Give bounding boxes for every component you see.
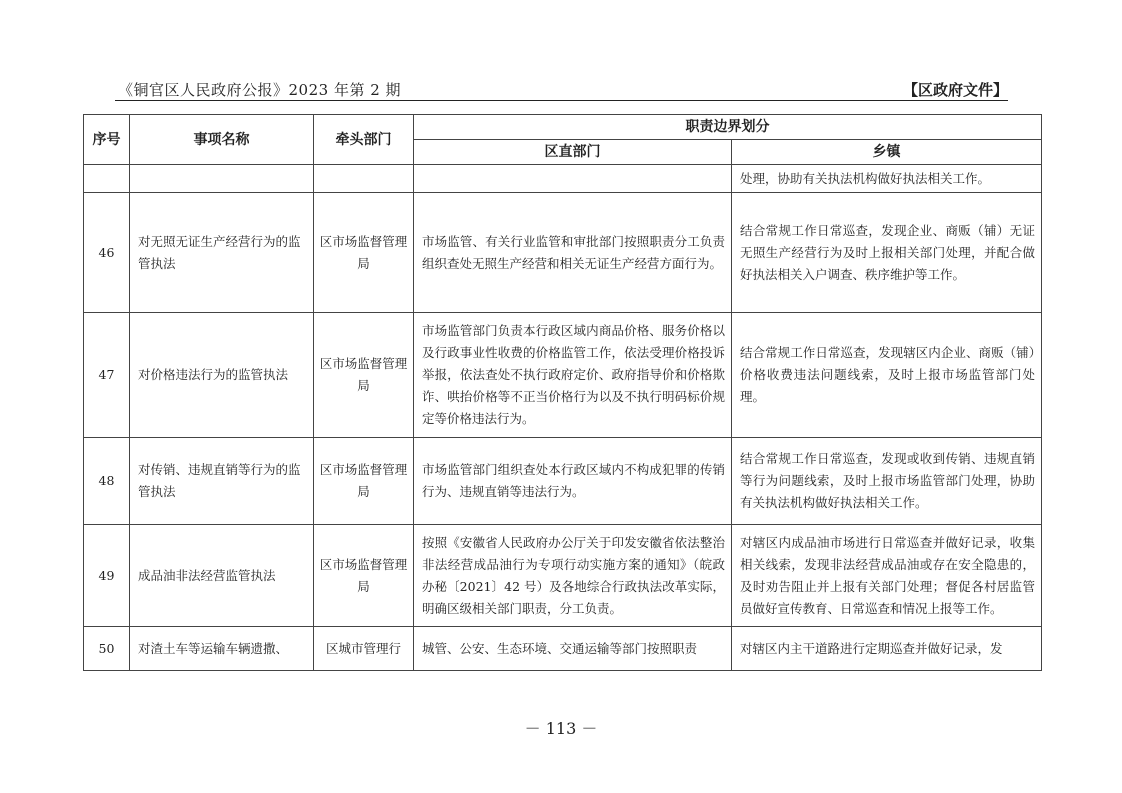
cell-name: 对无照无证生产经营行为的监管执法 (130, 193, 314, 313)
header-num: 序号 (84, 115, 130, 165)
cell-town: 结合常规工作日常巡查，发现或收到传销、违规直销等行为问题线索，及时上报市场监管部门处理，协助有关执法机构做好执法相关工作。 (732, 438, 1042, 525)
table-row (84, 313, 1042, 438)
header-district: 区直部门 (414, 140, 732, 165)
cell-district: 市场监管、有关行业监管和审批部门按照职责分工负责组织查处无照生产经营和相关无证生产经营方面行为。 (414, 193, 732, 313)
table-row (84, 193, 1042, 313)
header-divider (115, 100, 1008, 101)
cell-district: 市场监管部门组织查处本行政区域内不构成犯罪的传销行为、违规直销等违法行为。 (414, 438, 732, 525)
cell-name: 对价格违法行为的监管执法 (130, 313, 314, 438)
cell-num: 50 (84, 627, 130, 671)
cell-name: 对传销、违规直销等行为的监管执法 (130, 438, 314, 525)
cell-lead: 区市场监督管理局 (314, 438, 414, 525)
cell-num (84, 165, 130, 193)
table-row (84, 438, 1042, 525)
cell-district: 市场监管部门负责本行政区域内商品价格、服务价格以及行政事业性收费的价格监管工作，依法受理价格投诉举报，依法查处不执行政府定价、政府指导价和价格欺诈、哄抬价格等不正当价格行为以及不执行明码标价规定等价格违法行为。 (414, 313, 732, 438)
cell-district: 按照《安徽省人民政府办公厅关于印发安徽省依法整治非法经营成品油行为专项行动实施方案的通知》（皖政办秘〔2021〕42 号）及各地综合行政执法改革实际，明确区级相关部门职责，分工负责。 (414, 525, 732, 627)
cell-town: 结合常规工作日常巡查，发现企业、商贩（铺）无证无照生产经营行为及时上报相关部门处理，并配合做好执法相关入户调查、秩序维护等工作。 (732, 193, 1042, 313)
cell-num: 49 (84, 525, 130, 627)
header-group: 职责边界划分 (414, 115, 1042, 140)
cell-num: 46 (84, 193, 130, 313)
cell-name (130, 165, 314, 193)
section-label: 【区政府文件】 (902, 81, 1008, 99)
cell-num: 47 (84, 313, 130, 438)
cell-town: 结合常规工作日常巡查，发现辖区内企业、商贩（铺）价格收费违法问题线索，及时上报市场监管部门处理。 (732, 313, 1042, 438)
table-row (84, 525, 1042, 627)
cell-district: 城管、公安、生态环境、交通运输等部门按照职责 (414, 627, 732, 671)
responsibility-table (83, 114, 1042, 671)
cell-lead: 区城市管理行 (314, 627, 414, 671)
page-number: － 113 － (524, 719, 598, 738)
bulletin-title: 《铜官区人民政府公报》2023 年第 2 期 (118, 81, 402, 99)
cell-lead: 区市场监督管理局 (314, 525, 414, 627)
cell-lead: 区市场监督管理局 (314, 313, 414, 438)
header-town: 乡镇 (732, 140, 1042, 165)
table-row (84, 627, 1042, 671)
header-lead: 牵头部门 (314, 115, 414, 165)
table-row-continuation (84, 165, 1042, 193)
cell-lead: 区市场监督管理局 (314, 193, 414, 313)
cell-num: 48 (84, 438, 130, 525)
cell-town: 处理，协助有关执法机构做好执法相关工作。 (732, 165, 1042, 193)
cell-town: 对辖区内成品油市场进行日常巡查并做好记录，收集相关线索，发现非法经营成品油或存在安全隐患的，及时劝告阻止并上报有关部门处理；督促各村居监管员做好宣传教育、日常巡查和情况上报等工作。 (732, 525, 1042, 627)
cell-name: 对渣土车等运输车辆遗撒、 (130, 627, 314, 671)
cell-lead (314, 165, 414, 193)
cell-town: 对辖区内主干道路进行定期巡查并做好记录，发 (732, 627, 1042, 671)
cell-district (414, 165, 732, 193)
cell-name: 成品油非法经营监管执法 (130, 525, 314, 627)
header-name: 事项名称 (130, 115, 314, 165)
